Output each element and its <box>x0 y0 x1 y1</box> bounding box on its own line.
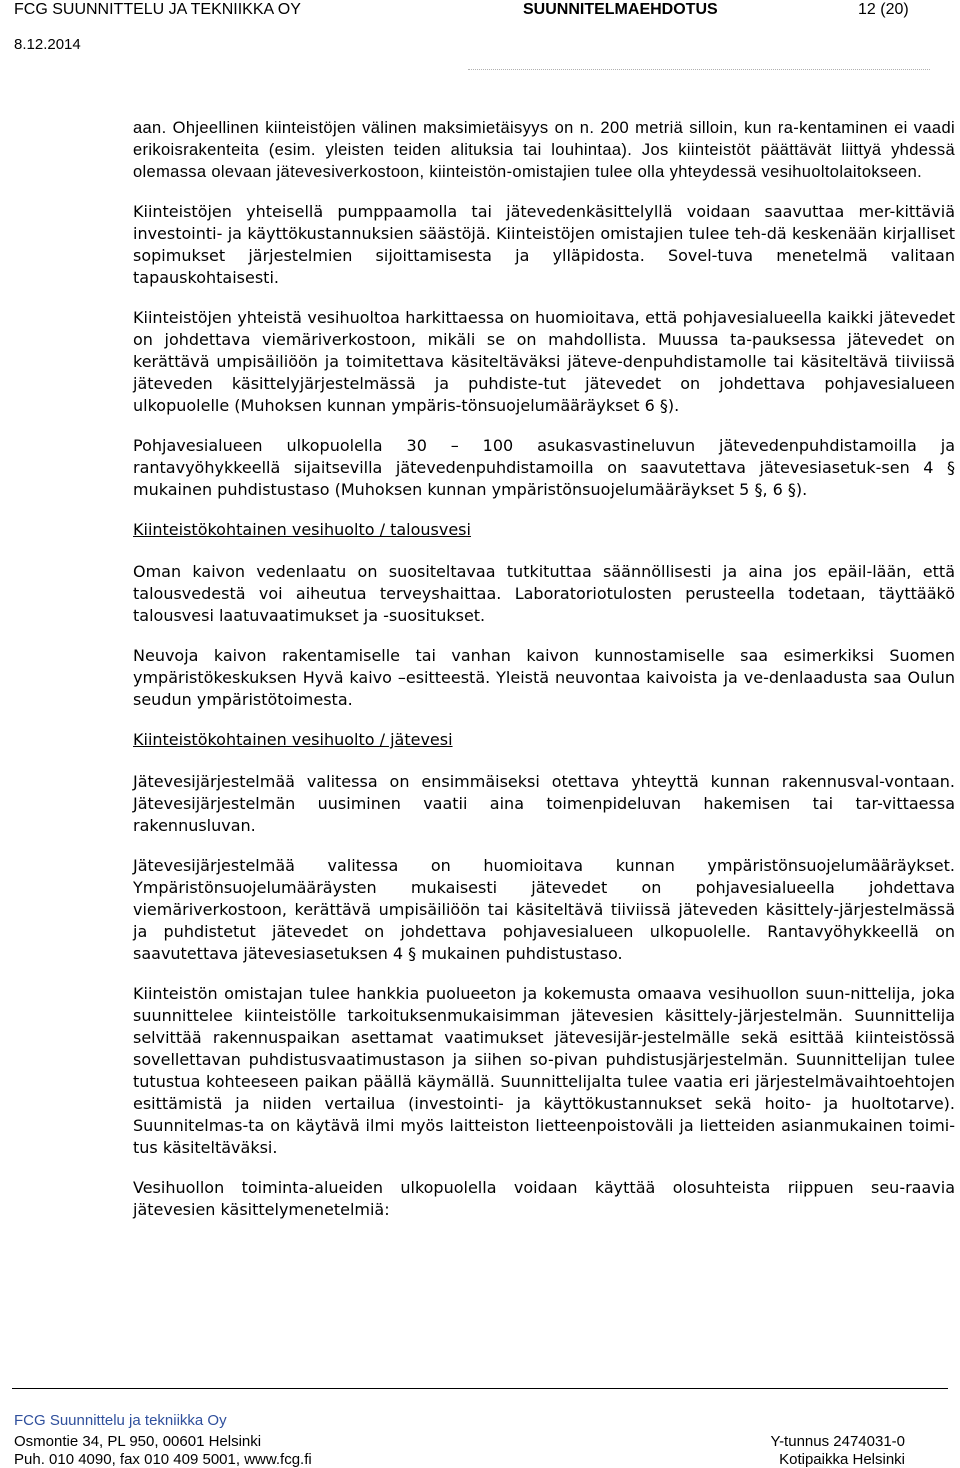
paragraph-1: aan. Ohjeellinen kiinteistöjen välinen maksimietäisyys on n. 200 metriä silloin, kun ra-kentaminen ei vaadi erikoisrakenteita (esim. yleisten teiden alituksia tai louhintaa). Jos kiinteistöt päättävät liittyä yhdessä olemassa olevaan jätevesiverkostoon, kiinteistön-omistajien tulee olla yhteydessä vesihuoltolaitokseen. <box>133 119 955 181</box>
paragraph-6: Neuvoja kaivon rakentamiselle tai vanhan kaivon kunnostamiselle saa esimerkiksi Suomen ympäristökeskuksen Hyvä kaivo –esitteestä. Yleistä neuvontaa kaivoista ja ve-denlaadusta saa Oulun seudun ympäristötoimesta. <box>133 646 955 709</box>
footer-divider <box>12 1388 948 1389</box>
paragraph-2: Kiinteistöjen yhteisellä pumppaamolla tai jätevedenkäsittelyllä voidaan saavuttaa mer-kittäviä investointi- ja käyttökustannuksien säästöjä. Kiinteistöjen omistajien tulee teh-dä keskenään kirjalliset sopimukset järjestelmien sijoittamisesta ja ylläpidosta. Sovel-tuva menetelmä valitaan tapauskohtaisesti. <box>133 202 955 287</box>
page-header <box>0 0 960 60</box>
paragraph-5: Oman kaivon vedenlaatu on suositeltavaa tutkituttaa säännöllisesti ja aina jos epäil-lään, että talousvedestä voi aiheutua terveyshaittaa. Laboratoriotulosten perusteella todetaan, täyttääkö talousvesi laatuvaatimukset ja -suositukset. <box>133 562 955 625</box>
header-document-title: SUUNNITELMAEHDOTUS <box>523 1 718 18</box>
paragraph-4: Pohjavesialueen ulkopuolella 30 – 100 asukasvastineluvun jätevedenpuhdistamoilla ja rantavyöhykkeellä sijaitsevilla jätevedenpuhdistamoilla on saavutettava jätevesiasetuk-sen 4 § mukainen puhdistustaso (Muhoksen kunnan ympäristönsuojelumääräykset 5 §, 6 §). <box>133 436 955 499</box>
header-page-number: 12 (20) <box>858 1 909 18</box>
section-heading-talousvesi: Kiinteistökohtainen vesihuolto / talousvesi <box>133 520 471 539</box>
paragraph-9: Kiinteistön omistajan tulee hankkia puolueeton ja kokemusta omaava vesihuollon suun-nittelija, joka suunnittelee kiinteistölle tarkoituksenmukaisimman jätevesien käsittely-järjestelmän. Suunnittelija selvittää rakennuspaikan asettamat vaatimukset jätevesijär-jestelmälle sekä esittää kiinteistössä sovellettavan puhdistusvaatimustason ja siihen so-pivan puhdistusjärjestelmän. Suunnittelijan tulee tutustua kohteeseen paikan päällä käymällä. Suunnittelijalta tulee vaatia eri järjestelmävaihtoehtojen esittämistä ja niiden vertailua (investointi- ja käyttökustannukset sekä hoito- ja huoltotarve). Suunnitelmas-ta on käytävä ilmi myös laitteiston lietteenpoistoväli ja lietteiden asianmukainen toimi-tus käsiteltäväksi. <box>133 984 955 1157</box>
footer-company: FCG Suunnittelu ja tekniikka Oy <box>14 1412 227 1429</box>
paragraph-8: Jätevesijärjestelmää valitessa on huomioitava kunnan ympäristönsuojelumääräykset. Ympäristönsuojelumääräysten mukaisesti jätevedet on pohjavesialueella johdettava viemäriverkostoon, kerättävä umpisäiliöön tai käsiteltävä tiiviissä jäteveden käsittely-järjestelmässä ja puhdistetut jätevedet on johdettava pohjavesialueen ulkopuolelle. Rantavyöhykkeellä on saavutettava jätevesiasetuksen 4 § mukainen puhdistustaso. <box>133 856 955 963</box>
header-company: FCG SUUNNITTELU JA TEKNIIKKA OY <box>14 1 301 18</box>
footer-business-id: Y-tunnus 2474031-0 <box>770 1433 905 1450</box>
footer-phone: Puh. 010 4090, fax 010 409 5001, www.fcg.fi <box>14 1451 312 1468</box>
page-footer <box>0 1388 960 1468</box>
paragraph-3: Kiinteistöjen yhteistä vesihuoltoa harkittaessa on huomioitava, että pohjavesialueella kaikki jätevedet on johdettava viemäriverkostoon, mikäli se on mahdollista. Muussa ta-pauksessa jätevedet on kerättävä umpisäiliöön ja toimitettava käsiteltäväksi jäteve-denpuhdistamolle tai käsiteltävä tiiviissä jäteveden käsittelyjärjestelmässä ja puhdiste-tut jätevedet on johdettava pohjavesialueen ulkopuolelle (Muhoksen kunnan ympäris-tönsuojelumääräykset 6 §). <box>133 308 955 415</box>
paragraph-7: Jätevesijärjestelmää valitessa on ensimmäiseksi otettava yhteyttä kunnan rakennusval-vontaan. Jätevesijärjestelmän uusiminen vaatii aina toimenpideluvan hakemisen tai tar-vittaessa rakennusluvan. <box>133 772 955 835</box>
document-body <box>133 117 955 1239</box>
footer-address: Osmontie 34, PL 950, 00601 Helsinki <box>14 1433 262 1450</box>
header-date: 8.12.2014 <box>14 36 81 53</box>
paragraph-10: Vesihuollon toiminta-alueiden ulkopuolella voidaan käyttää olosuhteista riippuen seu-raavia jätevesien käsittelymenetelmiä: <box>133 1178 955 1219</box>
footer-domicile: Kotipaikka Helsinki <box>779 1451 905 1468</box>
section-heading-jatevesi: Kiinteistökohtainen vesihuolto / jätevesi <box>133 730 453 749</box>
header-divider <box>468 69 930 70</box>
